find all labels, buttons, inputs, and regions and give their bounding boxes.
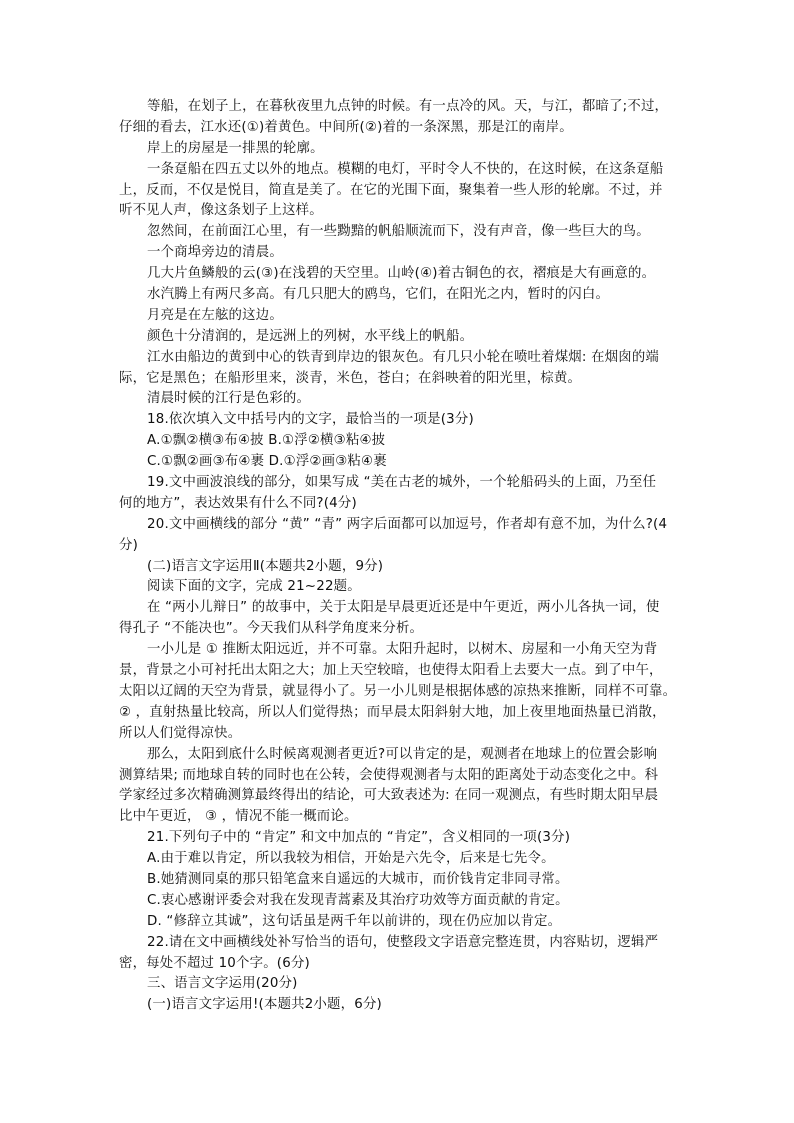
- text-line: 20.文中画横线的部分 “黄” “青” 两字后面都可以加逗号，作者却有意不加，为什么?(4: [147, 516, 668, 532]
- text-line: (一)语言文字运用!(本题共2小题，6分): [147, 997, 382, 1013]
- text-line: 等船，在划子上，在暮秋夜里九点钟的时候。有一点冷的风。天，与江，都暗了;不过，: [147, 99, 669, 114]
- text-line: 颜色十分清润的，是远洲上的列树，水平线上的帆船。: [147, 328, 474, 344]
- text-line: D. “修辞立其诚”，这句话虽是两千年以前讲的，现在仍应加以肯定。: [147, 913, 562, 929]
- text-line: 岸上的房屋是一排黑的轮廓。: [147, 140, 324, 156]
- text-line: 密，每处不超过 10个字。(6分): [119, 955, 310, 971]
- text-line: 三、语言文字运用(20分): [147, 976, 298, 992]
- text-line: 际，它是黑色；在船形里来，淡青，米色，苍白；在斜映着的阳光里，棕黄。: [119, 370, 582, 386]
- text-line: 上，反而，不仅是悦目，简直是美了。在它的光围下面，聚集着一些人形的轮廓。不过，并: [119, 182, 663, 198]
- text-line: 22.请在文中画横线处补写恰当的语句，使整段文字语意完整连贯，内容贴切，逻辑严: [147, 934, 659, 950]
- text-line: 月亮是在左舷的这边。: [147, 307, 283, 323]
- text-line: 水汽腾上有两尺多高。有几只肥大的鸥鸟，它们，在阳光之内，暂时的闪白。: [147, 287, 610, 303]
- text-line: 19.文中画波浪线的部分，如果写成 “美在古老的城外，一个轮船码头的上面，乃至任: [147, 475, 657, 491]
- text-line: 在 “两小儿辩日” 的故事中，关于太阳是早晨更近还是中午更近，两小儿各执一词，使: [147, 600, 660, 616]
- text-line: 学家经过多次精确测算最终得出的结论，可大致表述为: 在同一观测点，有些时期太阳早晨: [119, 788, 659, 804]
- text-line: 18.依次填入文中括号内的文字，最恰当的一项是(3分): [147, 412, 474, 428]
- text-line: C.①飘②画③布④裹 D.①浮②画③粘④裹: [147, 454, 387, 470]
- text-line: 清晨时候的江行是色彩的。: [147, 391, 311, 407]
- text-line: 一条趸船在四五丈以外的地点。模糊的电灯，平时令人不快的，在这时候，在这条趸船: [147, 161, 664, 177]
- text-line: 几大片鱼鳞般的云(③)在浅碧的天空里。山岭(④)着古铜色的衣，褶痕是大有画意的。: [147, 266, 656, 282]
- text-line: 江水由船边的黄到中心的铁青到岸边的银灰色。有几只小轮在喷吐着煤烟: 在烟囱的端: [147, 349, 660, 365]
- text-line: 太阳以辽阔的天空为背景，就显得小了。另一小儿则是根据体感的凉热来推断，同样不可靠。: [119, 683, 677, 699]
- text-line: 听不见人声，像这条划子上这样。: [119, 203, 323, 219]
- text-line: 一小儿是 ① 推断太阳远近，并不可靠。太阳升起时，以树木、房屋和一小角天空为背: [147, 642, 658, 658]
- text-line: 忽然间，在前面江心里，有一些黝黯的帆船顺流而下，没有声音，像一些巨大的鸟。: [147, 224, 650, 240]
- text-line: ② ，直射热量比较高，所以人们觉得热；而早晨太阳斜射大地，加上夜里地面热量已消散，: [119, 704, 666, 720]
- text-line: 何的地方”，表达效果有什么不同?(4分): [119, 495, 357, 511]
- text-line: C.衷心感谢评委会对我在发现青蒿素及其治疗功效等方面贡献的肯定。: [147, 892, 569, 908]
- text-line: 得孔子 “不能决也”。今天我们从科学角度来分析。: [119, 621, 424, 637]
- text-line: A.由于难以肯定，所以我较为相信，开始是六先令，后来是七先令。: [147, 851, 555, 867]
- text-line: (二)语言文字运用Ⅱ(本题共2小题，9分): [147, 558, 384, 574]
- text-line: 所以人们觉得凉快。: [119, 725, 242, 741]
- text-line: 仔细的看去，江水还(①)着黄色。中间所(②)着的一条深黑，那是江的南岸。: [119, 119, 573, 135]
- text-line: 景，背景之小可衬托出太阳之大；加上天空较暗，也使得太阳看上去要大一点。到了中午，: [119, 663, 663, 679]
- document-page: [119, 97, 691, 1016]
- text-line: 21.下列句子中的 “肯定” 和文中加点的 “肯定”，含义相同的一项(3分): [147, 830, 571, 846]
- text-line: 那么，太阳到底什么时候离观测者更近?可以肯定的是，观测者在地球上的位置会影响: [147, 746, 658, 762]
- text-line: 测算结果; 而地球自转的同时也在公转，会使得观测者与太阳的距离处于动态变化之中。科: [119, 767, 659, 783]
- text-line: 分): [119, 537, 139, 553]
- text-line: A.①飘②横③布④披 B.①浮②横③粘④披: [147, 433, 386, 449]
- text-line: 比中午更近， ③ ，情况不能一概而论。: [119, 809, 358, 825]
- text-line: 一个商埠旁边的清晨。: [147, 245, 283, 261]
- text-line: B.她猜测同桌的那只铅笔盒来自遥远的大城市，而价钱肯定非同寻常。: [147, 871, 569, 887]
- text-line: 阅读下面的文字，完成 21~22题。: [147, 579, 361, 595]
